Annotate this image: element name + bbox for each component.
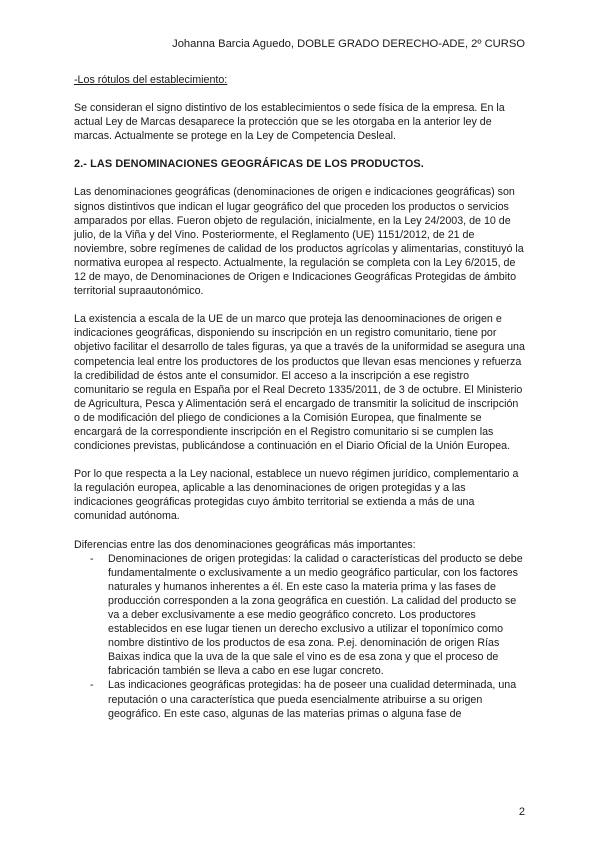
subheading-rotulos: -Los rótulos del establecimiento:	[74, 74, 228, 86]
list-item	[74, 678, 526, 720]
section-title: 2.- LAS DENOMINACIONES GEOGRÁFICAS DE LOS PRODUCTOS.	[74, 158, 424, 171]
list-item-text: Denominaciones de origen protegidas: la calidad o características del producto se debe fundamentalmente o exclusivamente a un medio geográfico particular, con los factores naturales y humanos inherentes a él. En este caso la materia prima y las fases de producción corresponden a la zona geográfica en cuestión. La calidad del producto se va a deber exclusivamente a ese medio geográfico concreto. Los productores establecidos en ese lugar tienen un derecho exclusivo a utilizar el toponímico como nombre distintivo de los productos de esa zona. P.ej. denominación de origen Rías Baixas indica que la uva de la que sale el vino es de esa zona y que el proceso de fabricación también se lleva a cabo en ese lugar concreto.	[108, 552, 523, 678]
page-content	[74, 73, 526, 721]
list-bullet: -	[90, 552, 94, 565]
paragraph-2: La existencia a escala de la UE de un marco que proteja las denoominaciones de origen e indicaciones geográficas, disponiendo su inscripción en un registro comunitario, tiene por objetivo facilitar el desarrollo de tales figuras, ya que a través de la uniformidad se asegura una competencia leal entre los productores de los productos que llevan esas menciones y refuerza la credibilidad de éstos ante el consumidor. El acceso a la inscripción a ese registro comunitario se regula en España por el Real Decreto 1335/2011, de 3 de octubre. El Ministerio de Agricultura, Pesca y Alimentación será el encargado de transmitir la solicitud de inscripción o de modificación del pliego de condiciones a la Comisión Europea, que finalmente se encargará de la correspondiente inscripción en el Registro comunitario si se cumplen las condiciones previstas, publicándose a continuación en el Diario Oficial de la Unión Europea.	[74, 313, 525, 453]
page-number: 2	[518, 806, 525, 818]
list-bullet: -	[90, 679, 94, 692]
page-header: Johanna Barcia Aguedo, DOBLE GRADO DERECHO-ADE, 2º CURSO	[172, 38, 525, 50]
paragraph-1: Las denominaciones geográficas (denominaciones de origen e indicaciones geográficas) son signos distintivos que indican el lugar geográfico del que proceden los productos o servicios amparados por ellas. Fueron objeto de regulación, inicialmente, en la Ley 24/2003, de 10 de julio, de la Viña y del Vino. Posteriormente, el Reglamento (UE) 1151/2012, de 21 de noviembre, sobre regímenes de calidad de los productos agrícolas y alimentarias, constituyó la normativa europea al respecto. Actualmente, la regulación se completa con la Ley 6/2015, de 12 de mayo, de Denominaciones de Origen e Indicaciones Geográficas Protegidas de ámbito territorial supraautonómico.	[74, 186, 524, 298]
list-item-text: Las indicaciones geográficas protegidas: ha de poseer una cualidad determinada, una reputación o una característica que pueda esencialmente atribuirse a su origen geográfico. En este caso, algunas de las materias primas o alguna fase de	[108, 679, 517, 720]
list-intro: Diferencias entre las dos denominaciones geográficas más importantes:	[74, 538, 416, 551]
paragraph-rotulos: Se consideran el signo distintivo de los establecimientos o sede física de la empresa. En la actual Ley de Marcas desaparece la protección que se les otorgaba en la anterior ley de marcas. Actualmente se protege en la Ley de Competencia Desleal.	[74, 102, 505, 143]
differences-list	[74, 552, 526, 721]
paragraph-3: Por lo que respecta a la Ley nacional, establece un nuevo régimen jurídico, complementario a la regulación europea, aplicable a las denominaciones de origen protegidas y a las indicaciones geográficas protegidas cuyo ámbito territorial se extienda a más de una comunidad autónoma.	[74, 468, 519, 523]
list-item	[74, 552, 526, 679]
